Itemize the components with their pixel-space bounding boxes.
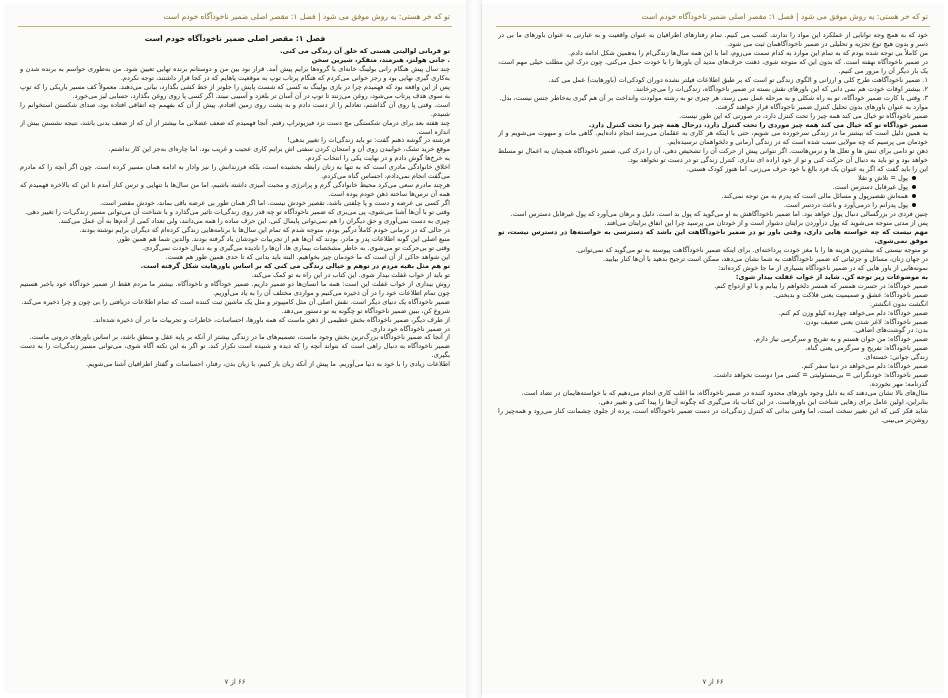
- bullet-text: پول پدرانم را درمی‌آورد و باعث دردسر است.: [783, 201, 908, 210]
- body-paragraph: ۳. وقتی با کارت ضمیر خودآگاه، تو به راه شکلی و به مرحله عمل نمی رسد، هر چیزی تو به رشته مولودت وانداخت بر آن هم گیری به‌خاطر جنس نیست، بدل.: [499, 93, 928, 102]
- header-rule: [496, 26, 930, 27]
- bullet-item: [498, 192, 916, 201]
- page-number: ۶۶ از ۷: [224, 678, 246, 686]
- body-paragraph: تو باید از خواب غفلت بیدار شوی. این کتاب در این راه به تو کمک می‌کند.: [251, 270, 450, 279]
- body-paragraph: هرچند مادرم سعی می‌کرد محیط خانوادگی گرم و پرانرژی و محبت آمیزی داشته باشیم، اما من سال‌ها با تنهایی و ترس کنار آمدم تا این که بالاخره فهمیدم که همه آن ترس‌ها ساخته ذهن خودم بوده است.: [20, 181, 450, 199]
- paragraph-group: [498, 246, 928, 273]
- body-paragraph: موارد به عنوان باورهای بدون تحلیل کنترل ضمیر ناخودآگاه قرار خواهند گرفت.: [715, 102, 928, 111]
- paragraph-group: [20, 271, 450, 369]
- bullet-dot-icon: [912, 176, 916, 180]
- body-paragraph: نمونه‌هایی از باور هایی که در ضمیر ناخودآگاه بسیاری از ما جا خوش کرده‌اند:: [718, 263, 928, 272]
- body-paragraph: اطلاعات زیادی را با خود به دنیا می‌آوریم. ما پیش از آنکه زبان باز کنیم، با زبان بدن، رفتار، احساسات و گفتار اطرافیان آشنا می‌شویم.: [86, 360, 450, 369]
- belief-list-item: ضمیر خودآگاه: در حسرت همسر که همسر دلخواهم را بیابم و با او ازدواج کنم.: [714, 281, 928, 290]
- page-body: [498, 31, 928, 670]
- body-paragraph: مثال‌های بالا نشان می‌دهند که به دلیل وجود باورهای محدود کننده در ضمیر ناخودآگاه، ما اغلب کاری انجام می‌دهیم که با خواسته‌هایمان در تضاد است.: [521, 389, 928, 398]
- body-paragraph: وقتی تو بی‌حرکت تو می‌شوی. به خاطر مشخصات بیماری ها، آن‌ها را نادیده می‌گیری و به دنبال خودت نمی‌گردی.: [142, 243, 450, 252]
- body-paragraph: ۱. ضمیر ناخودآگاهت طرح کلی و ارزانی و الگوی زندگی تو است که بر طبق اطلاعات فیلتر نشده دوران کودکی‌ات (باورهایت) عمل می کند.: [548, 75, 928, 84]
- bullet-text: همه‌اش تقصیرپول و مسائل مالی است که پدرم به من توجه نمی‌کند.: [721, 192, 908, 201]
- body-paragraph: ضمیر ناخودآگاه به دنبال راهی است که بتواند آنچه را که دیده و شنیده است تکرار کند. تو اگر به این نکته آگاه شوی، می‌توانی مسیر زندگی‌ات را به دست بگیری.: [20, 342, 450, 360]
- header-rule: [18, 26, 452, 27]
- emphasis-line: مهم نیست که چه خواسته هایی داری، وقتی باور تو در ضمیر ناخودآگاهت این باشد که دسترسی به خواسته‌ها در دسترس نیست، تو موفق نمی‌شوی.: [498, 227, 928, 245]
- body-paragraph: در ضمیر ناخودآگاه نهفته است. که بدون این که متوجه شوی، ذهنت حرف‌های مدید آن باورها را با خودت حمل می‌کنی. چون درک این مطلب خیلی مهم است، یک بار دیگر آن را مرور می کنیم.: [498, 57, 928, 75]
- epigraph-author: . جانی هولتز، هنرمند، متفکر، شیرین سخن: [311, 55, 450, 64]
- body-paragraph: پس از مدتی متوجه می‌شوید که پول درآوردن برایتان دشوار است و از خودتان می پرسید چرا این اتفاق برایتان می‌افتد.: [604, 219, 928, 228]
- body-paragraph: بنابراین، اولین عامل برای رهایی شناخت این باورهاست. در این کتاب یاد می‌گیری که چگونه آن‌ها را پیدا کنی و تغییر دهی.: [598, 398, 928, 407]
- body-paragraph: است. وقتی پا روی آن گذاشتم، تعادلم را از دست دادم و به پشت روی زمین افتادم. پیش از آن که بفهمم چه اتفاقی افتاده بود، صدای شکستن استخوانم را شنیدم.: [20, 100, 450, 118]
- body-paragraph: از طرف دیگر، ضمیر ناخودآگاه بخش عظیمی از ذهن ماست که همه باورها، احساسات، خاطرات و تجربیات ما در آن ذخیره شده‌اند.: [93, 315, 450, 324]
- body-paragraph: به خرخ‌ها گوش دادم و در نهایت یکی را انتخاب کردم.: [305, 154, 450, 163]
- body-paragraph: این را باید گفت که اگر به عنوان یک فرد بالغ با خود حرف می‌زنی، اما هنوز کودک هستی.: [686, 165, 928, 174]
- body-paragraph: از آنجا که ضمیر ناخودآگاه بزرگ‌ترین بخش وجود ماست، تصمیم‌های ما در زندگی بیشتر از آنکه بر پایه عقل و منطق باشد، بر اساس باورهای درونی ماست.: [29, 333, 450, 342]
- belief-list-item: زندگی جوانی: خسته‌ای.: [863, 353, 928, 362]
- paragraph-group: [498, 210, 928, 228]
- chapter-title: فصل ۱: مقصر اصلی ضمیر ناخودآگاه خودم است: [144, 34, 326, 43]
- section-subhead: تو هم مثل بقیه مردم در توهم و خیالی زندگی می کنی که بر اساس باورهایت شکل گرفته است.: [140, 261, 450, 270]
- body-paragraph: خود که به همچ وجه توانایی از عملکرد این مواد را ندارند، کسب می کنیم. تمام رفتارهای اطرافیان به عنوان واقعیت و به عبارتی به عنوان باورهای ما بی در دسر و بدون هیچ نوع تجزیه و تحلیلی در ضمیر ناخودآگاهمان ثبت می شود.: [498, 31, 928, 48]
- bullet-item: [498, 183, 916, 192]
- body-paragraph: به همین دلیل است که بیشتر ما در زندگی سرخورده می شویم، حتی با اینکه هر کاری به عقلمان می‌رسد انجام داده‌ایم. گاهی مات و مبهوت می‌شویم و از خودمان می پرسیم که چه مولایی سبب شده است که در زندگی آرمانی و دلخواهمان نرسیده‌ایم.: [498, 129, 928, 147]
- body-paragraph: ۲. بیشتر اوقات خودت هم نمی دانی که این باورهای نقش بسته در ضمیر ناخودآگاه، زندگی‌ات را می‌چرخانند.: [633, 84, 928, 93]
- paragraph-group: [20, 65, 450, 262]
- belief-list-item: ضمیر ناخودآگاه: تفریح و سرگرمی یعنی گناه.: [805, 344, 928, 353]
- body-paragraph: وقتی تو با آن‌ها آشنا می‌شوی، پی می‌بری که ضمیر ناخودآگاه تو چه قدر روی زندگی‌ات تاثیر می‌گذارد و با شناخت آن می‌توانی مسیر زندگی‌ات را تغییر دهی.: [25, 208, 450, 217]
- body-paragraph: چنین فردی در بزرگسالی دنبال پول خواهد بود. اما ضمیر ناخودآگاهش به او می‌گوید که پول بد است. دلیل و برهان می‌آورد که پول غیرقابل دسترس است.: [510, 210, 928, 219]
- belief-list-item: ضمیر ناخودآگاه: عشق و صمیمیت یعنی فلاکت و بدبختی.: [773, 290, 928, 299]
- bullet-text: پول = تلاش و تقلا: [857, 174, 908, 183]
- body-paragraph: چند هفته بعد برای درمان شکستگی مچ دست نزد فیزیوتراپ رفتم. آنجا فهمیدم که ضعف عضلانی ما بیشتر از آن که از ضعف بدنی باشد، نتیجه نشستن بیش از اندازه است.: [20, 118, 450, 136]
- body-paragraph: در حالی که در درمانی خودم کاملاً درگیر بودم، متوجه شدم که تمام این سال‌ها با برنامه‌هایی زندگی کرده‌ام که دیگران برایم نوشته بودند.: [79, 226, 450, 235]
- body-paragraph: موقع خرید تشک، خوابیدن روی آن و امتحان کردن سفتی اش برایم کاری عجیب و غریب بود. اما چاره‌ای به‌جز این کار نداشتم.: [108, 145, 450, 154]
- emphasis-line: ضمیر خودآگاه تو که خیال می کند همه چیز موردی را تحت کنترل دارد، درحال همه چیز را تحت کنترل دارد.: [588, 120, 928, 129]
- body-paragraph: شروع کن، ببین ضمیر ناخودآگاه تو چگونه به تو دستور می‌دهد.: [281, 306, 450, 315]
- book-gutter: [466, 0, 482, 698]
- body-paragraph: این شواهد حاکی از آن است که ما خودمان چیز بخواهیم. البته باید بدانی که تا حدی همین طور هم هست.: [165, 252, 450, 261]
- bullet-item: [498, 201, 916, 210]
- belief-list-item: ضمیر خودآگاه: من جوان هستم و به تفریح و سرگرمی نیاز دارم.: [753, 335, 928, 344]
- body-paragraph: اخلاق خانوادگی مادری است که به تنها به زنان رابطه بخشیده است، بلکه فرزندانش را نیز وادار به ادامه همان مسیر کرده است. چون اگر آنچه را که مادرم می‌گفت انجام نمی‌دادم، احساس گناه می‌کردم.: [20, 163, 450, 181]
- body-paragraph: چیزی به دست نمی‌آوری و حق دیگران را هم نمی‌توانی پایمال کنی. این حرف ساده را همه می‌دانند، ولی تعداد کمی از آدم‌ها به آن عمل می‌کنند.: [58, 217, 450, 226]
- bullet-list: [498, 174, 928, 210]
- body-paragraph: چند سال پیش هنگام رانی بولینگ خانه‌ای با گروه‌ها برایم پیش آمد. قرار بود بین من و دوستانم برنده تهایی تعیین شود. من به‌طوری حواسم به برنده شدن و به‌کاری گیری نهایی بود و رجز خوانی می‌کردم که هنگام پرتاب توپ به موقعیت پاهایم که در کجا قرار داشتند، توجه نکردم.: [20, 64, 450, 82]
- body-paragraph: من کاملاً بی توجه شده بودم که به تمام این موارد به کدام سمت می‌روم، اما با این همه سال‌ها زندگی‌ام را به‌همین شکل ادامه دادم.: [568, 48, 928, 57]
- running-head: تو که خر هستی: یه روش موفق می شود | فصل ۱: مقصر اصلی ضمیر ناخودآگاه خودم است: [163, 12, 450, 21]
- body-paragraph: ضمیر ناخودآگاه تو خیال می کند همه چیز را تحت کنترل دارد، در صورتی که این طور نیست.: [679, 111, 928, 120]
- body-paragraph: ضمیر ناخودآگاه یک دنیای دیگر است. نقش اصلی آن مثل کامپیوتر و مثل یک ماشین ثبت کننده است که تمام اطلاعات دریافتی را بی چون و چرا ذخیره می‌کند.: [21, 297, 450, 306]
- body-paragraph: در ضمیر ناخودآگاه خود داری.: [370, 324, 450, 333]
- belief-list-item: ضمیر خودآگاه: دلم می‌خواهد چهارده کیلو وزن کم کنم.: [778, 308, 928, 317]
- bullet-dot-icon: [912, 203, 916, 207]
- paragraph-group: [498, 31, 928, 121]
- body-paragraph: ذهن تو دامی برای تنش ها و تعلل ها و ترس‌هاست. اگر نتوانی پیش از حرکت آن را تشخیص دهی، آن را درک کنی، ضمیر ناخودآگاه همچنان به اعمال تو مسلط خواهد بود و تو باید به دنبال آن حرکت کنی و تو از خود اراده ای نداری. کنترل زندگی تو در دست تو نخواهد بود.: [498, 147, 928, 165]
- left-page: [4, 4, 466, 694]
- bullet-dot-icon: [912, 185, 916, 189]
- bullet-text: پول غیرقابل دسترس است.: [832, 183, 908, 192]
- body-paragraph: منبع اصلی این گونه اطلاعات پدر و مادر، بودند که آن‌ها هم از تجربیات خودشان یاد گرفته بودند. والدین شما هم همین طور.: [116, 234, 450, 243]
- page-number: ۶۶ از ۷: [702, 678, 724, 686]
- section-subhead: به موضوعات زیر توجه کن. شاید از خواب غفلت بیدار شوی:: [735, 272, 928, 281]
- right-page: [482, 4, 944, 694]
- running-head: تو که خر هستی: یه روش موفق می شود | فصل ۱: مقصر اصلی ضمیر ناخودآگاه خودم است: [641, 12, 928, 21]
- belief-list-item: ضمیر ناخودآگاه: لاغر شدن یعنی ضعیف بودن.: [803, 317, 928, 326]
- belief-list: [498, 282, 928, 389]
- body-paragraph: روش بیداری از خواب غفلت این است: همه ما انسان‌ها دو ضمیر داریم. ضمیر خودآگاه و ناخودآگاه. بیشتر ما مردم فقط از ضمیر خودآگاه خود باخبر هستیم چون تمام اطلاعات خود را در آن ذخیره می‌کنیم و مواردی مختلف آن را به یاد می‌آوریم.: [20, 279, 450, 297]
- belief-list-item: ضمیر خودآگاه: دلم می‌خواهد در دنیا سفر کنم.: [801, 362, 928, 371]
- epigraph: تو قربانی لوالیتی هستی که خلق آن زندگی می کنی.: [280, 46, 450, 55]
- body-paragraph: پس از این واقعه بود که فهمیدم چرا در بازی بولینگ به کسی که شست پایش را جلوتر از خط کشی بگذارد، بیانی می‌دهند. معمولاً کف مسیر باریکی را که توپ به سوی هدف پرتاب می‌شود، روغن می‌زنند تا توپ در آن آسان تر بلغزد و آسیبی نبیند. اگر کسی پا روی روغن بگذارد، حسابی لیز می‌خورد.: [20, 82, 450, 100]
- body-paragraph: شاید فکر کنی که این تغییر سخت است، اما وقتی بدانی که کنترل زندگی‌ات در دست ضمیر ناخودآگاه است، پرده از جلوی چشمانت کنار می‌رود و همه‌چیز را روشن‌تر می‌بینی.: [498, 407, 928, 424]
- paragraph-group: [498, 129, 928, 174]
- body-paragraph: در جهان زنان، مسائل و جزئیاتی که ضمیر ناخودآگاهت به شما نشان می‌دهد، ممکن است ترجیح بدهید با آن‌ها کنار بیایید.: [603, 254, 928, 263]
- belief-list-item: بدن: در گوشت‌های اضافی.: [853, 326, 928, 335]
- belief-list-item: ضمیر ناخودآگاه: خودنگرانی = بی‌مسئولیتی = کسی مرا دوست نخواهد داشت.: [712, 371, 928, 380]
- bullet-dot-icon: [912, 194, 916, 198]
- page-body: [20, 31, 450, 670]
- belief-list-item: انگشت بدون انگشتر.: [869, 299, 928, 308]
- bullet-item: [498, 174, 916, 183]
- body-paragraph: فرشته در گوشه ذهنم گفت: تو باید زندگی‌ات را تغییر بدهی!: [287, 136, 450, 145]
- belief-list-item: گذرنامه: مهر نخورده.: [869, 380, 928, 389]
- body-paragraph: اگر کسی بی عرضه و دست و پا چلفتی باشد، تقصیر خودش نیست. اما اگر همان طور بی عرضه باقی بماند، خودش مقصر است.: [99, 199, 450, 208]
- paragraph-group: [498, 389, 928, 425]
- body-paragraph: تو متوجه نیستی که بیشترین هزینه ها را با مغز خودت پرداخته‌ای. برای اینکه ضمیر ناخودآگاهت پیوسته به تو می‌گوید که نمی‌توانی.: [575, 245, 928, 254]
